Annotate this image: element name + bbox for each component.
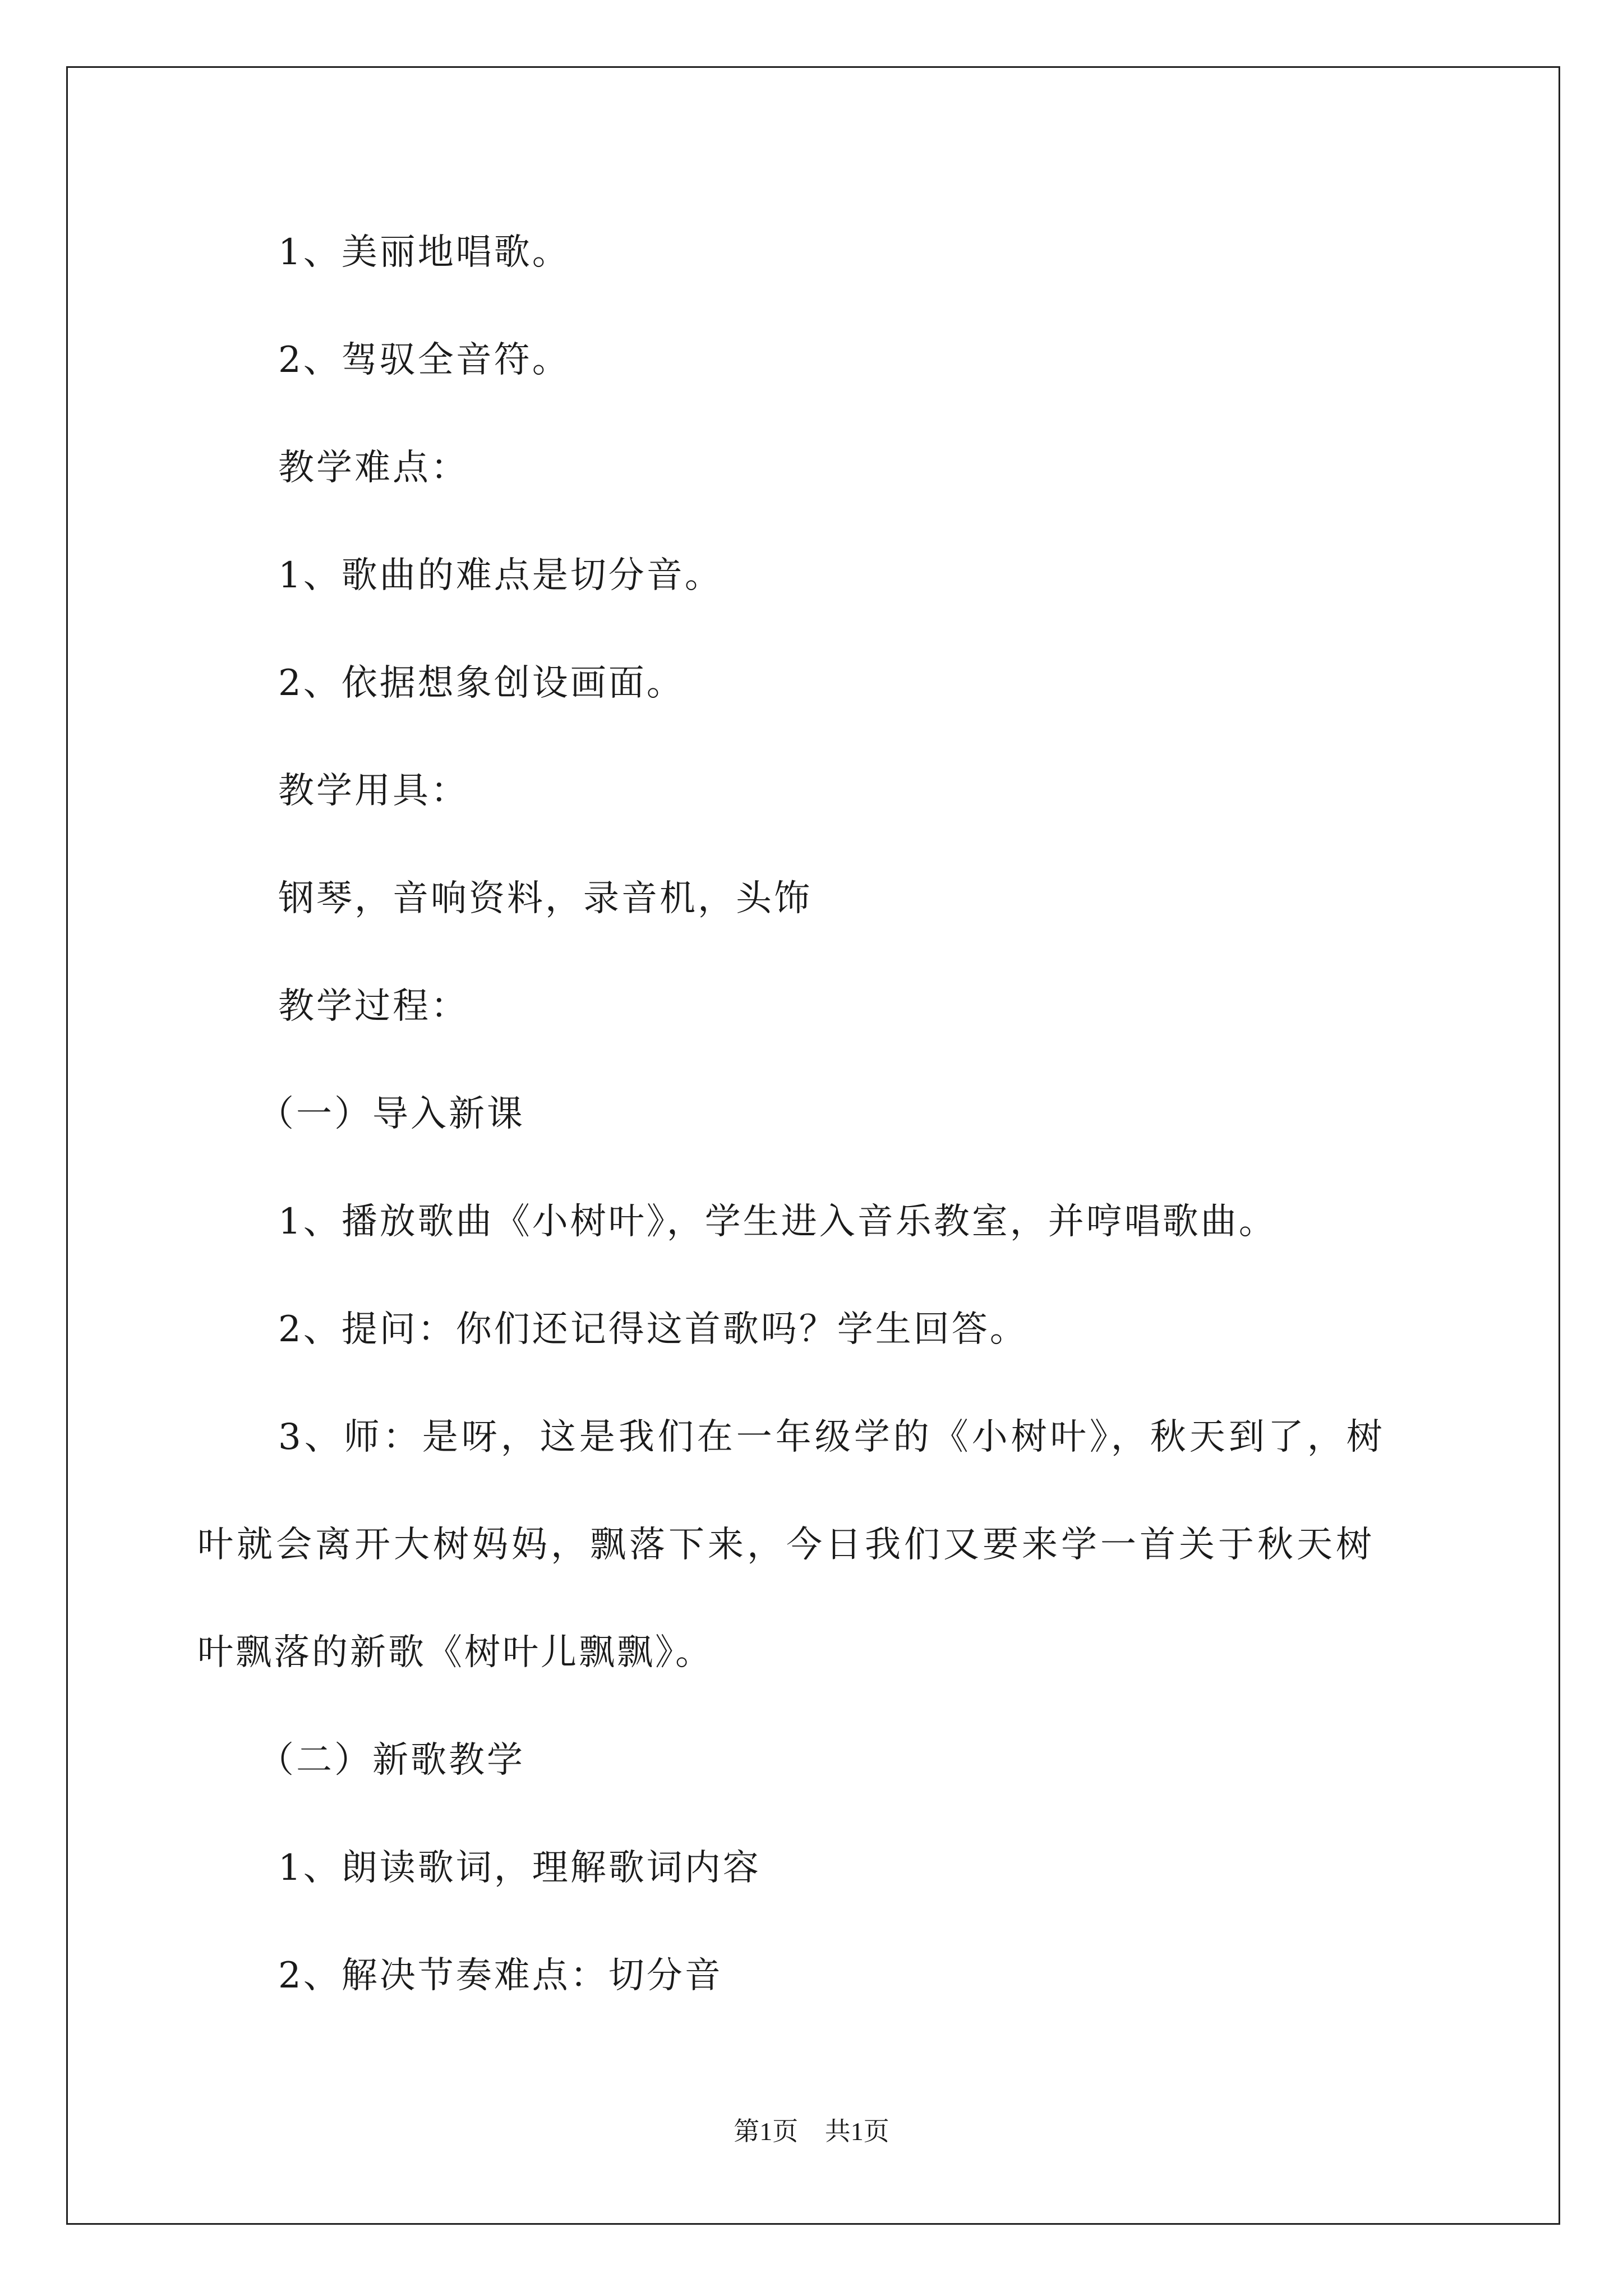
text-line: 1、播放歌曲《小树叶》，学生进入音乐教室，并哼唱歌曲。 — [278, 1201, 1277, 1243]
text-line: 钢琴，音响资料，录音机，头饰 — [278, 878, 812, 919]
text-line: 2、解决节奏难点：切分音 — [278, 1955, 723, 1996]
page-number: 第1页 — [734, 2117, 799, 2146]
section-heading: 教学难点： — [278, 447, 469, 489]
page-total: 共1页 — [824, 2117, 889, 2146]
text-line: 2、依据想象创设画面。 — [278, 662, 685, 704]
section-heading: 教学用具： — [278, 770, 469, 812]
page-border — [66, 66, 1560, 2225]
text-line: 2、提问：你们还记得这首歌吗？学生回答。 — [278, 1309, 1028, 1350]
text-line: 叶飘落的新歌《树叶儿飘飘》。 — [197, 1632, 713, 1673]
text-line: 2、驾驭全音符。 — [278, 339, 570, 381]
page-footer — [0, 2115, 1623, 2148]
subsection-heading: （一）导入新课 — [258, 1093, 525, 1135]
text-line: 1、歌曲的难点是切分音。 — [278, 555, 723, 596]
text-line: 1、美丽地唱歌。 — [278, 232, 570, 273]
text-line: 3、师：是呀，这是我们在一年级学的《小树叶》，秋天到了，树 — [278, 1416, 1386, 1458]
text-line: 叶就会离开大树妈妈，飘落下来，今日我们又要来学一首关于秋天树 — [197, 1524, 1375, 1566]
section-heading: 教学过程： — [278, 986, 469, 1027]
text-line: 1、朗读歌词，理解歌词内容 — [278, 1847, 761, 1889]
subsection-heading: （二）新歌教学 — [258, 1740, 525, 1781]
